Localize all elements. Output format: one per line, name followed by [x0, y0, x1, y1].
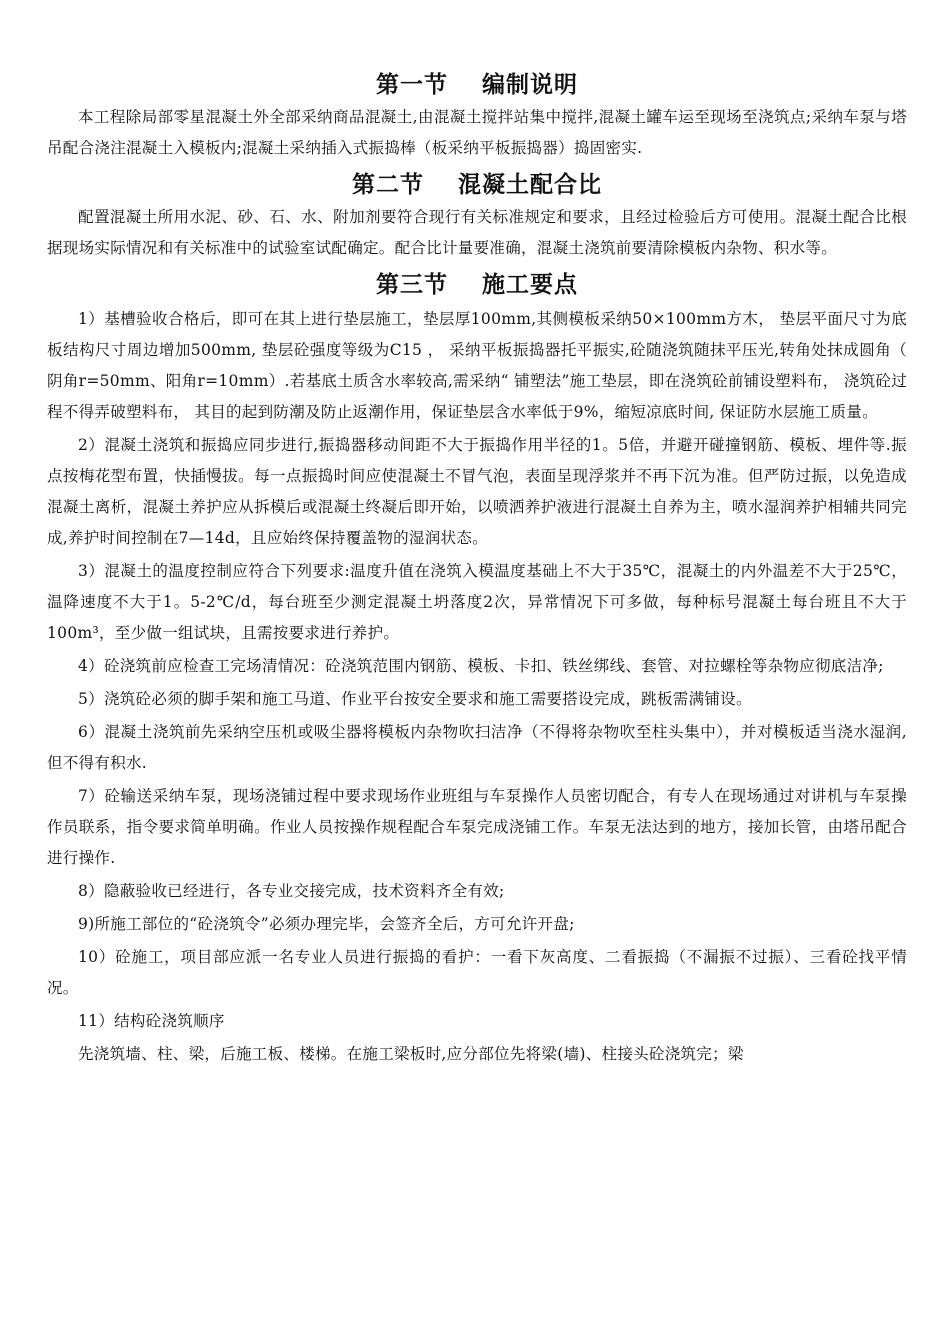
point-4: 4）砼浇筑前应检查工完场清情况：砼浇筑范围内钢筋、模板、卡扣、铁丝绑线、套管、对拉螺栓等杂物应彻底洁净;: [78, 657, 884, 675]
document-body: [47, 68, 907, 1074]
section-title: 编制说明: [482, 72, 578, 98]
section-title: 施工要点: [482, 272, 578, 298]
point-3: 3）混凝土的温度控制应符合下列要求:温度升值在浇筑入模温度基础上不大于35℃，混凝土的内外温差不大于25℃，温降速度不大于1。5-2℃/d，每台班至少测定混凝土坍落度2次，异常情况下可多做，每种标号混凝土每台班且不大于100m³，至少做一组试块，且需按要求进行养护。: [47, 562, 907, 642]
point-8: 8）隐蔽验收已经进行，各专业交接完成，技术资料齐全有效;: [78, 882, 505, 900]
section-number: 第一节: [376, 72, 448, 98]
section-heading: [47, 68, 907, 102]
section-number: 第三节: [376, 272, 448, 298]
section-1: [47, 68, 907, 164]
section-title: 混凝土配合比: [458, 172, 602, 198]
section-number: 第二节: [352, 172, 424, 198]
point-2: 2）混凝土浇筑和振捣应同步进行,振捣器移动间距不大于振捣作用半径的1。5倍，并避开碰撞钢筋、模板、埋件等.振点按梅花型布置，快插慢拔。每一点振捣时间应使混凝土不冒气泡，表面呈现浮浆并不再下沉为准。但严防过振，以免造成混凝土离析，混凝土养护应从拆模后或混凝土终凝后即开始，以喷洒养护液进行混凝土自养为主，喷水湿润养护相辅共同完成,养护时间控制在7—14d，且应始终保持覆盖物的湿润状态。: [47, 436, 907, 547]
point-1: 1）基槽验收合格后，即可在其上进行垫层施工，垫层厚100mm,其侧模板采纳50×100mm方木， 垫层平面尺寸为底板结构尺寸周边增加500mm, 垫层砼强度等级为C15 ， 采纳平板振捣器托平振实,砼随浇筑随抹平压光,转角处抹成圆角（ 阴角r=50mm、阳角r=10mm）.若基底土质含水率较高,需采纳“ 铺塑法”施工垫层，即在浇筑砼前铺设塑料布， 浇筑砼过程不得弄破塑料布， 其目的起到防潮及防止返潮作用，保证垫层含水率低于9%，缩短凉底时间, 保证防水层施工质量。: [47, 310, 907, 421]
section-2: [47, 168, 907, 264]
point-10: 10）砼施工，项目部应派一名专业人员进行振捣的看护：一看下灰高度、二看振捣（不漏振不过振）、三看砼找平情况。: [47, 948, 907, 997]
point-7: 7）砼输送采纳车泵，现场浇铺过程中要求现场作业班组与车泵操作人员密切配合，有专人在现场通过对讲机与车泵操作员联系，指令要求简单明确。作业人员按操作规程配合车泵完成浇铺工作。车泵无法达到的地方，接加长管，由塔吊配合进行操作.: [47, 787, 907, 867]
point-11-body: 先浇筑墙、柱、梁，后施工板、楼梯。在施工梁板时,应分部位先将梁(墙)、柱接头砼浇筑完；梁: [78, 1045, 744, 1063]
paragraph: 本工程除局部零星混凝土外全部采纳商品混凝土,由混凝土搅拌站集中搅拌,混凝土罐车运至现场至浇筑点;采纳车泵与塔吊配合浇注混凝土入模板内;混凝土采纳插入式振捣棒（板采纳平板振捣器）捣固密实.: [47, 108, 907, 157]
section-3: [47, 268, 907, 1070]
section-heading: [47, 268, 907, 302]
point-9: 9)所施工部位的“砼浇筑令”必须办理完毕，会签齐全后，方可允许开盘;: [78, 915, 575, 933]
paragraph: 配置混凝土所用水泥、砂、石、水、附加剂要符合现行有关标准规定和要求，且经过检验后方可使用。混凝土配合比根据现场实际情况和有关标准中的试验室试配确定。配合比计量要准确，混凝土浇筑前要清除模板内杂物、积水等。: [47, 208, 907, 257]
section-heading: [47, 168, 907, 202]
point-6: 6）混凝土浇筑前先采纳空压机或吸尘器将模板内杂物吹扫洁净（不得将杂物吹至柱头集中），并对模板适当浇水湿润,但不得有积水.: [47, 723, 907, 772]
point-5: 5）浇筑砼必须的脚手架和施工马道、作业平台按安全要求和施工需要搭设完成，跳板需满铺设。: [78, 690, 752, 708]
point-11: 11）结构砼浇筑顺序: [78, 1012, 225, 1030]
